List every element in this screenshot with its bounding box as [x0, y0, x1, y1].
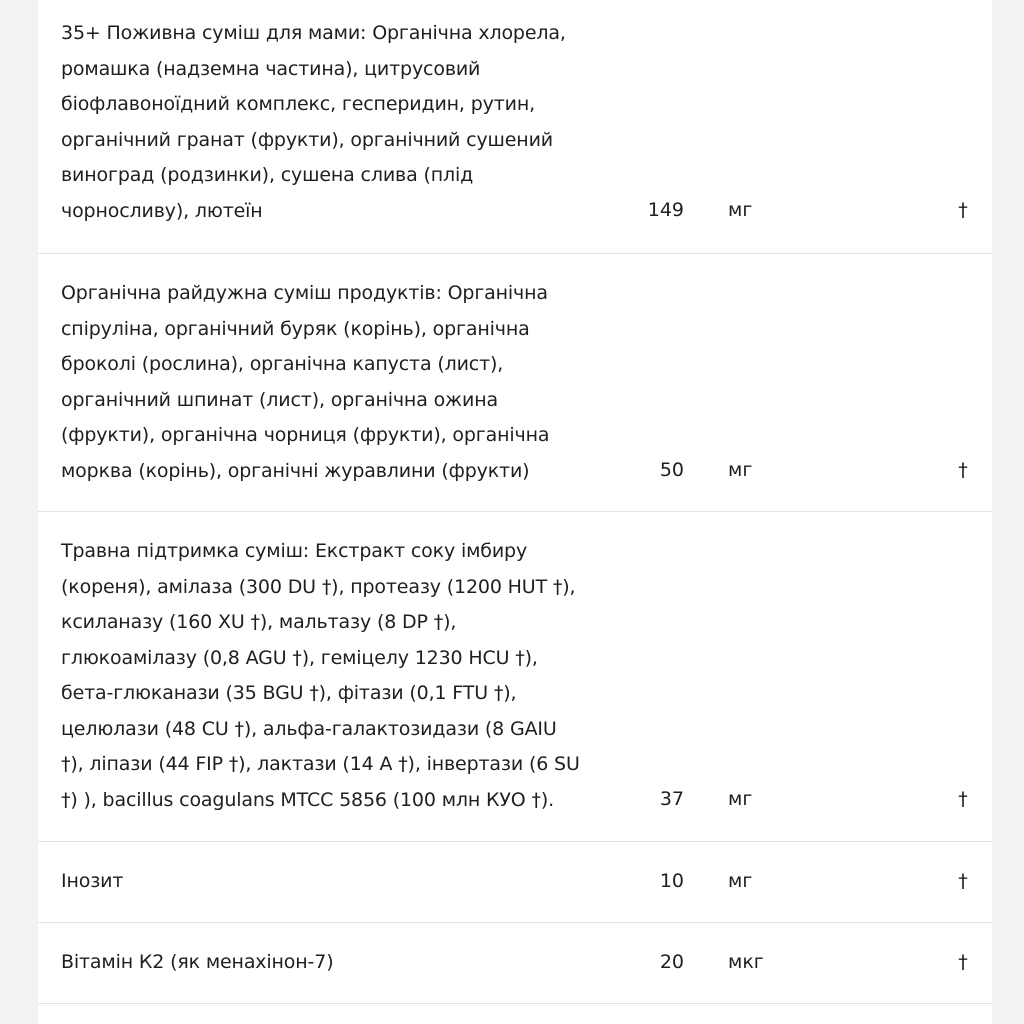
ingredient-name: Вітамін К2 (як менахінон-7) — [61, 951, 334, 973]
ingredient-name: Травна підтримка суміш: Екстракт соку імбиру (кореня), амілаза (300 DU †), протеазу (1200 HUT †), ксиланазу (160 XU †), мальтазу (8 DP †), глюкоамілазу (0,8 AGU †), геміцелу 1230 HCU †), бета-глюканази (35 BGU †), фітази (0,1 FTU †), целюлази (48 CU †), альфа-галактозидази (8 GAIU †), ліпази (44 FIP †), лактази (14 A †), інвертази (6 SU †) ), bacillus coagulans MTCC 5856 (100 млн КУО †). — [61, 540, 580, 811]
table-row — [38, 0, 992, 254]
daily-value-marker: † — [958, 788, 968, 810]
amount-value: 10 — [659, 870, 684, 892]
ingredient-name: Інозит — [61, 870, 124, 892]
amount-unit: мг — [728, 870, 753, 892]
ingredient-name: Органічна райдужна суміш продуктів: Органічна спіруліна, органічний буряк (корінь), органічна броколі (рослина), органічна капуста (лист), органічний шпинат (лист), органічна ожина (фрукти), органічна чорниця (фрукти), органічна морква (корінь), органічні журавлини (фрукти) — [61, 282, 550, 482]
table-row — [38, 254, 992, 512]
daily-value-marker: † — [958, 951, 968, 973]
table-row — [38, 512, 992, 842]
supplement-facts-table — [38, 0, 992, 1024]
amount-unit: мкг — [728, 951, 764, 973]
daily-value-marker: † — [958, 199, 968, 221]
amount-value: 20 — [659, 951, 684, 973]
amount-value: 37 — [659, 788, 684, 810]
amount-unit: мг — [728, 459, 753, 481]
daily-value-marker: † — [958, 459, 968, 481]
amount-unit: мг — [728, 199, 753, 221]
amount-value: 149 — [647, 199, 684, 221]
amount-unit: мг — [728, 788, 753, 810]
amount-value: 50 — [659, 459, 684, 481]
daily-value-marker: † — [958, 870, 968, 892]
table-row — [38, 923, 992, 1004]
ingredient-name: 35+ Поживна суміш для мами: Органічна хлорела, ромашка (надземна частина), цитрусовий біофлавоноїдний комплекс, гесперидин, рутин, органічний гранат (фрукти), органічний сушений виноград (родзинки), сушена слива (плід чорносливу), лютеїн — [61, 22, 566, 222]
table-row — [38, 842, 992, 923]
